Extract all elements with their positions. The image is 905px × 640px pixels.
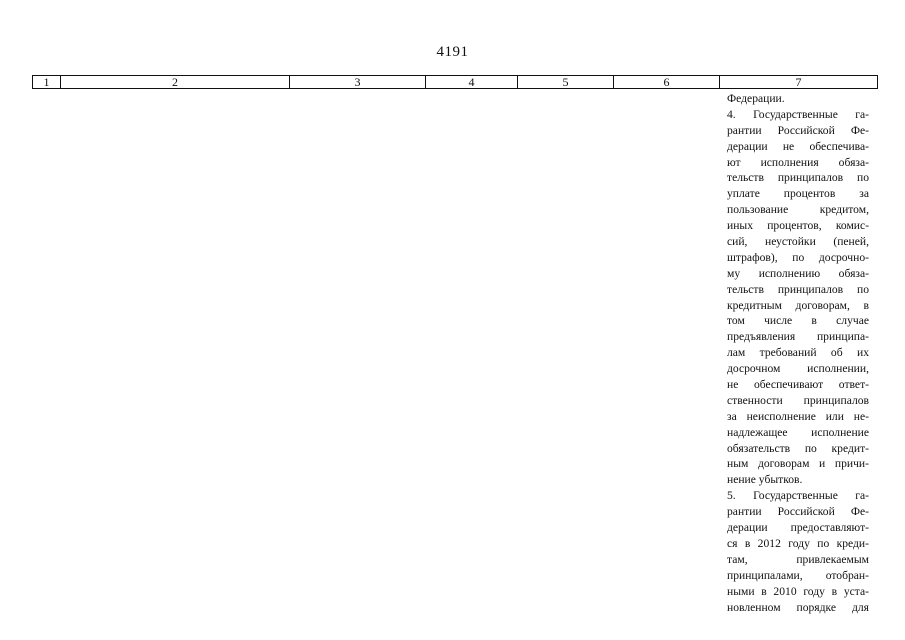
page-number: 4191	[436, 44, 469, 60]
text-line: лам требований об их	[727, 346, 869, 360]
text-line: Федерации.	[727, 92, 785, 105]
text-line: ственности принципалов	[727, 393, 869, 407]
column-number-header	[32, 75, 878, 89]
text-line: надлежащее исполнение	[727, 425, 869, 439]
column-7-text	[727, 91, 869, 615]
text-line: обязательств по кредит-	[727, 441, 869, 455]
column-number-6: 6	[614, 76, 720, 88]
text-line: 5. Государственные га-	[727, 489, 869, 503]
text-line: дерации не обеспечива-	[727, 139, 869, 153]
text-line: рантии Российской Фе-	[727, 505, 869, 519]
text-line: досрочном исполнении,	[727, 362, 869, 376]
column-number-1: 1	[33, 76, 61, 88]
text-line: принципалами, отобран-	[727, 568, 869, 582]
text-line: иных процентов, комис-	[727, 219, 869, 233]
text-line: му исполнению обяза-	[727, 266, 869, 280]
text-line: ными в 2010 году в уста-	[727, 584, 869, 598]
text-line: ся в 2012 году по креди-	[727, 536, 869, 550]
column-number-7: 7	[795, 75, 802, 89]
text-line: кредитным договорам, в	[727, 298, 869, 312]
text-line: нение убытков.	[727, 473, 803, 487]
column-number-4: 4	[426, 76, 518, 88]
text-line: штрафов), по досрочно-	[727, 250, 869, 264]
text-line: там, привлекаемым	[727, 552, 869, 566]
text-line: сий, неустойки (пеней,	[727, 235, 869, 249]
text-line: за неисполнение или не-	[727, 409, 869, 423]
text-line: новленном порядке для	[727, 600, 869, 614]
text-line: уплате процентов за	[727, 187, 869, 201]
text-line: тельств принципалов по	[727, 171, 869, 185]
text-line: предъявления принципа-	[727, 330, 869, 344]
column-number-2: 2	[61, 76, 290, 88]
text-line: пользование кредитом,	[727, 203, 869, 217]
text-line: 4. Государственные га-	[727, 107, 869, 121]
text-line: не обеспечивают ответ-	[727, 378, 869, 392]
text-line: том числе в случае	[727, 314, 869, 328]
column-number-5: 5	[518, 76, 614, 88]
text-line: ют исполнения обяза-	[727, 155, 869, 169]
text-line: ным договорам и причи-	[727, 457, 869, 471]
text-line: тельств принципалов по	[727, 282, 869, 296]
text-line: дерации предоставляют-	[727, 521, 869, 535]
text-line: рантии Российской Фе-	[727, 123, 869, 137]
column-number-3: 3	[290, 76, 426, 88]
